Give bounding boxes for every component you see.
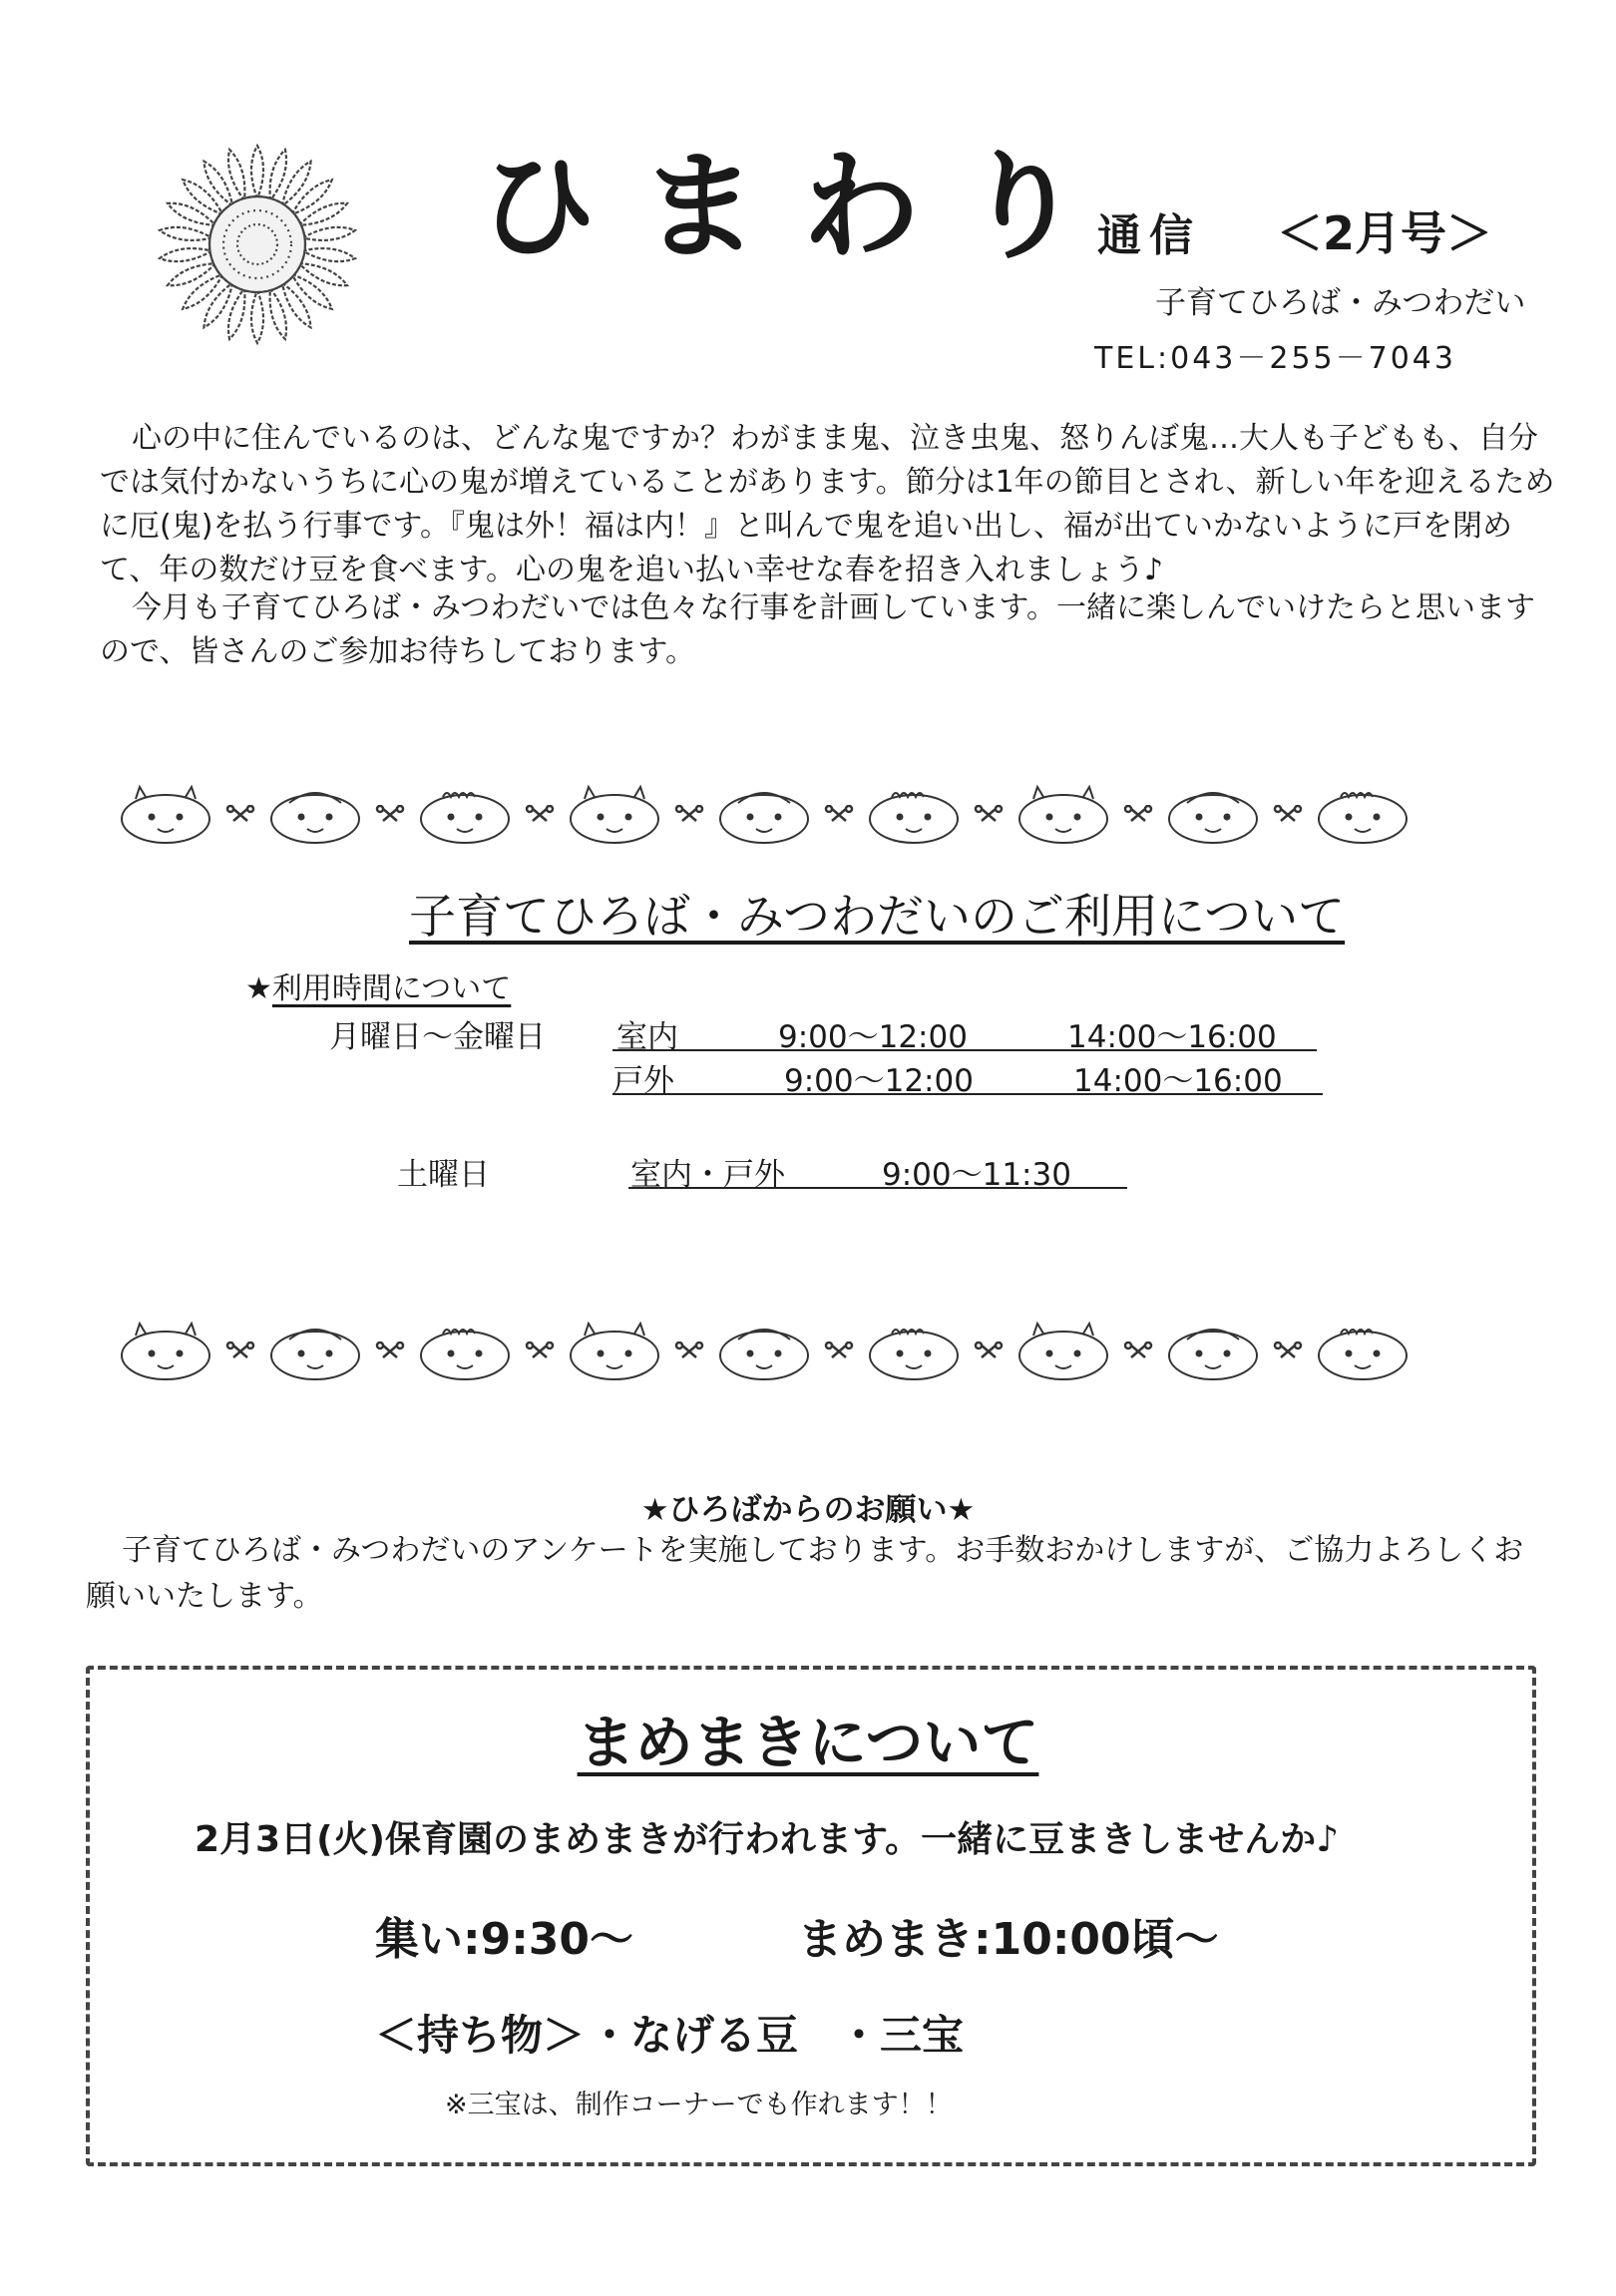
star-icon: ★ <box>245 971 272 1006</box>
oni-face-icon <box>559 1320 670 1383</box>
cross-separator-icon <box>674 805 704 825</box>
outdoor-underline <box>612 1093 1323 1095</box>
request-text: 子育てひろば・みつわだいのアンケートを実施しております。お手数おかけしますが、ご協力よろしくお願いいたします。 <box>86 1533 1524 1614</box>
oni-face-icon <box>1157 1320 1269 1383</box>
telephone-number: TEL:043－255－7043 <box>1094 341 1456 376</box>
mamemaki-title: まめまきについて <box>577 1709 1039 1776</box>
mamemaki-start-time: まめまき:10:00頃～ <box>798 1914 1219 1965</box>
cross-separator-icon <box>225 805 255 825</box>
oni-face-icon <box>259 1320 371 1383</box>
oni-face-border-top <box>110 780 1526 850</box>
oni-face-icon <box>708 1320 820 1383</box>
saturday-time: 9:00～11:30 <box>882 1157 1071 1193</box>
oni-face-icon <box>708 783 820 847</box>
oni-face-icon <box>409 1320 521 1383</box>
cross-separator-icon <box>824 805 854 825</box>
oni-face-icon <box>1307 783 1418 847</box>
sunflower-icon <box>140 138 375 351</box>
hours-heading: ★利用時間について <box>245 971 512 1006</box>
oni-face-border-bottom <box>110 1317 1526 1386</box>
cross-separator-icon <box>1273 805 1303 825</box>
saturday-underline <box>628 1187 1127 1189</box>
usage-section-title: 子育てひろば・みつわだいのご利用について <box>409 890 1346 945</box>
cross-separator-icon <box>1273 1341 1303 1361</box>
belongings-item-sanbo: ・三宝 <box>838 2011 965 2060</box>
cross-separator-icon <box>1123 805 1153 825</box>
cross-separator-icon <box>525 1341 555 1361</box>
oni-face-icon <box>1157 783 1269 847</box>
indoor-underline <box>612 1049 1317 1051</box>
intro-paragraph-2: 今月も子育てひろば・みつわだいでは色々な行事を計画しています。一緒に楽しんでいけたらと思いますので、皆さんのご参加お待ちしております。 <box>100 590 1535 669</box>
oni-face-icon <box>559 783 670 847</box>
indoor-label: 室内 <box>616 1019 678 1055</box>
gather-time: 集い:9:30～ <box>375 1914 634 1965</box>
weekday-days: 月曜日～金曜日 <box>329 1019 546 1055</box>
oni-face-icon <box>409 783 521 847</box>
indoor-am-hours: 9:00～12:00 <box>778 1019 968 1055</box>
cross-separator-icon <box>375 805 405 825</box>
cross-separator-icon <box>974 805 1004 825</box>
outdoor-am-hours: 9:00～12:00 <box>784 1063 974 1099</box>
issue-label: ＜2月号＞ <box>1277 206 1493 260</box>
oni-face-icon <box>110 783 221 847</box>
oni-face-icon <box>858 783 970 847</box>
outdoor-label: 戸外 <box>612 1063 674 1099</box>
cross-separator-icon <box>375 1341 405 1361</box>
oni-face-icon <box>1008 1320 1119 1383</box>
newsletter-subtitle: 通信 <box>1097 210 1201 261</box>
belongings-item-beans: ・なげる豆 <box>589 2011 799 2060</box>
cross-separator-icon <box>674 1341 704 1361</box>
request-title: ★ひろばからのお願い★ <box>640 1492 976 1528</box>
indoor-pm-hours: 14:00～16:00 <box>1067 1019 1277 1055</box>
oni-face-icon <box>1307 1320 1418 1383</box>
organization-name: 子育てひろば・みつわだい <box>1155 285 1526 321</box>
oni-face-icon <box>110 1320 221 1383</box>
oni-face-icon <box>259 783 371 847</box>
cross-separator-icon <box>974 1341 1004 1361</box>
cross-separator-icon <box>824 1341 854 1361</box>
mamemaki-announcement: 2月3日(火)保育園のまめまきが行われます。一緒に豆まきしませんか♪ <box>195 1819 1340 1860</box>
saturday-days: 土曜日 <box>397 1157 490 1193</box>
mamemaki-note: ※三宝は、制作コーナーでも作れます！！ <box>445 2090 953 2120</box>
intro-paragraph-1: 心の中に住んでいるのは、どんな鬼ですか？わがまま鬼、泣き虫鬼、怒りんぼ鬼…大人も子どもも、自分では気付かないうちに心の鬼が増えていることがあります。節分は1年の節目とされ、新しい年を迎えるために厄(鬼)を払う行事です。『鬼は外！福は内！』と叫んで鬼を追い出し、福が出ていかないように戸を閉めて、年の数だけ豆を食べます。心の鬼を追い払い幸せな春を招き入れましょう♪ <box>100 421 1555 587</box>
cross-separator-icon <box>225 1341 255 1361</box>
cross-separator-icon <box>525 805 555 825</box>
newsletter-title: ひまわり <box>479 138 1126 275</box>
outdoor-pm-hours: 14:00～16:00 <box>1073 1063 1283 1099</box>
oni-face-icon <box>858 1320 970 1383</box>
saturday-label: 室内・戸外 <box>630 1157 785 1193</box>
cross-separator-icon <box>1123 1341 1153 1361</box>
belongings-label: ＜持ち物＞ <box>375 2011 586 2060</box>
oni-face-icon <box>1008 783 1119 847</box>
